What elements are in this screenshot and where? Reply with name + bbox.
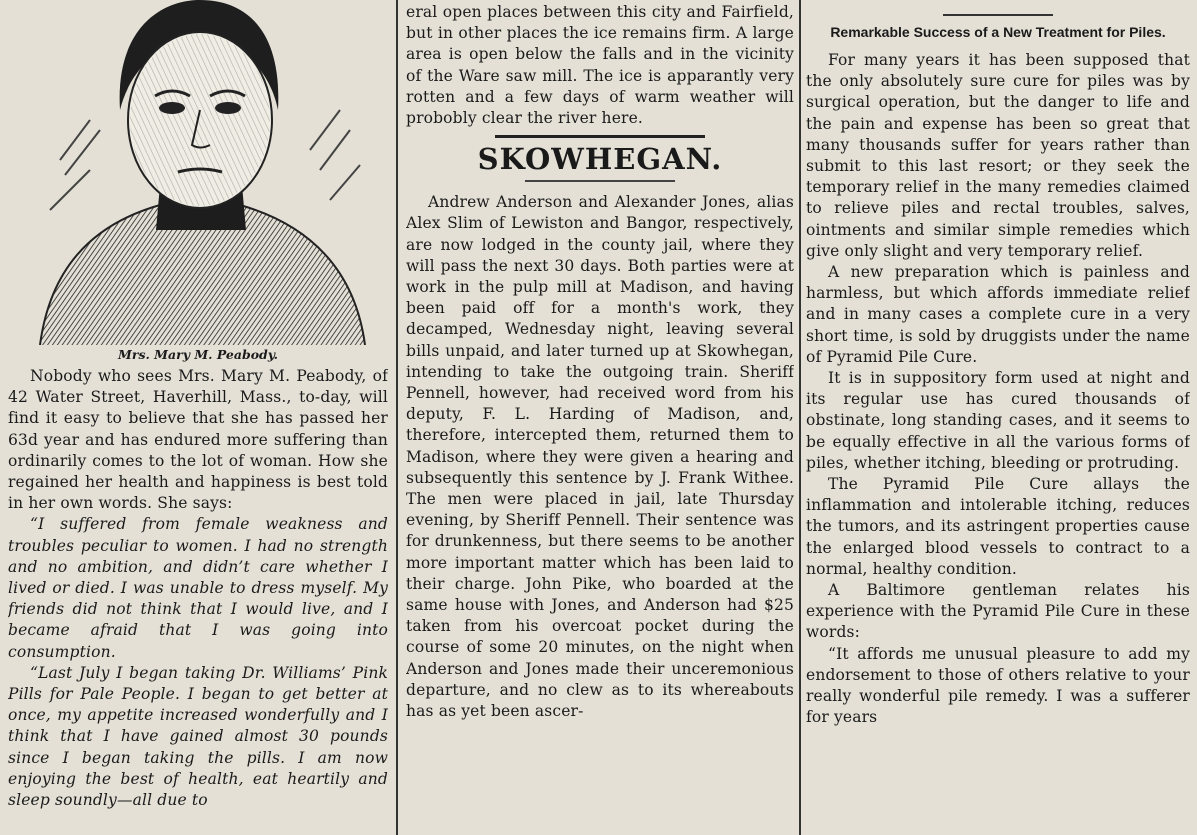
article-paragraph: “It affords me unusual pleasure to add my endorsement to those of others relative to your really wonderful pile remedy. I was a sufferer for years	[806, 644, 1190, 727]
testimonial-paragraph: “Last July I began taking Dr. Williams’ Pink Pills for Pale People. I began to get better at once, my appetite increased wonderfully and I think that I have gained almost 30 pounds since I began taking the pills. I am now enjoying the best of health, eat heartily and sleep soundly—all due to	[8, 663, 388, 810]
section-heading: SKOWHEGAN.	[477, 142, 723, 177]
article-headline: Remarkable Success of a New Treatment for Piles.	[830, 24, 1166, 40]
left-column	[8, 0, 388, 835]
article-paragraph: A Baltimore gentleman relates his experience with the Pyramid Pile Cure in these words:	[806, 581, 1190, 642]
section-rule	[943, 14, 1053, 16]
column-divider	[799, 0, 801, 835]
right-column	[806, 0, 1190, 835]
article-paragraph: For many years it has been supposed that the only absolutely sure cure for piles was by surgical operation, but the danger to life and the pain and expense has been so great that many thousands suffer for years rather than submit to this last resort; or they seek the temporary relief in the many remedies claimed to relieve piles and rectal troubles, salves, ointments and similar simple remedies which give only slight and very temporary relief.	[806, 51, 1190, 260]
article-paragraph: It is in suppository form used at night and its regular use has cured thousands of obstinate, long standing cases, and it seems to be equally effective in all the various forms of piles, whether itching, bleeding or protruding.	[806, 369, 1190, 472]
article-paragraph: Nobody who sees Mrs. Mary M. Peabody, of 42 Water Street, Haverhill, Mass., to-day, will find it easy to believe that she has passed her 63d year and has endured more suffering than ordinarily comes to the lot of woman. How she regained her health and happiness is best told in her own words. She says:	[8, 367, 388, 513]
portrait-caption: Mrs. Mary M. Peabody.	[118, 347, 278, 362]
testimonial-paragraph: “I suffered from female weakness and troubles peculiar to women. I had no strength and no ambition, and didn’t care whether I lived or died. I was unable to dress myself. My friends did not think that I would live, and I became afraid that I was going into consumption.	[8, 515, 388, 661]
middle-column	[406, 0, 794, 835]
news-paragraph: Andrew Anderson and Alexander Jones, alias Alex Slim of Lewiston and Bangor, respectively, are now lodged in the county jail, where they will pass the next 30 days. Both parties were at work in the pulp mill at Madison, and having been paid off for a month's work, they decamped, Wednesday night, leaving several bills unpaid, and later turned up at Skowhegan, intending to take the outgoing train. Sheriff Pennell, however, had received word from his deputy, F. L. Harding of Madison, and, therefore, intercepted them, returned them to Madison, where they were given a hearing and subsequently this sentence by J. Frank Withee. The men were placed in jail, late Thursday evening, by Sheriff Pennell. Their sentence was for drunkenness, but there seems to be another more important matter which has been laid to their charge. John Pike, who boarded at the same house with Jones, and Anderson had $25 taken from his overcoat pocket during the course of some 20 minutes, on the night when Anderson and Jones made their unceremonious departure, and no clew as to its whereabouts has as yet been ascer-	[406, 193, 794, 721]
column-divider	[396, 0, 398, 835]
article-paragraph: A new preparation which is painless and harmless, but which affords immediate relief and in many cases a complete cure in a very short time, is sold by druggists under the name of Pyramid Pile Cure.	[806, 263, 1190, 366]
portrait-engraving	[20, 0, 380, 345]
news-paragraph: eral open places between this city and Fairfield, but in other places the ice remains firm. A large area is open below the falls and in the vicinity of the Ware saw mill. The ice is apparantly very rotten and a few days of warm weather will probobly clear the river here.	[406, 3, 794, 128]
section-rule	[525, 180, 675, 182]
section-rule	[495, 135, 705, 138]
article-paragraph: The Pyramid Pile Cure allays the inflammation and intolerable itching, reduces the tumors, and its astringent properties cause the enlarged blood vessels to contract to a normal, healthy condition.	[806, 475, 1190, 578]
